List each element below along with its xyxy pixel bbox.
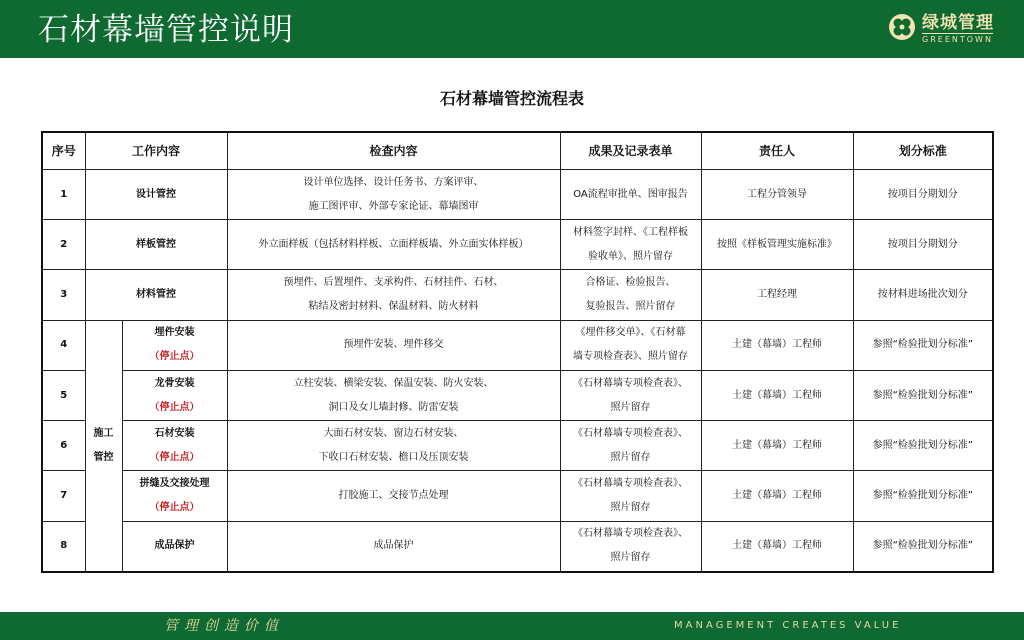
table-row	[42, 320, 993, 370]
row-check: 打胶施工、交接节点处理	[227, 471, 560, 521]
row-owner: 土建（幕墙）工程师	[701, 421, 853, 471]
header-owner: 责任人	[701, 132, 853, 170]
row-work: 龙骨安装 （停止点）	[122, 370, 227, 420]
row-standard: 参照“检验批划分标准”	[853, 320, 993, 370]
row-check: 大面石材安装、窗边石材安装、 下收口石材安装、檐口及压顶安装	[227, 421, 560, 471]
row-seq: 7	[42, 471, 85, 521]
footer-bar	[0, 612, 1024, 640]
row-seq: 6	[42, 421, 85, 471]
row-output: 《石材幕墙专项检查表》、 照片留存	[560, 421, 701, 471]
stop-point-label: （停止点）	[149, 401, 200, 413]
header-work: 工作内容	[85, 132, 227, 170]
row-seq: 3	[42, 270, 85, 320]
stop-point-label: （停止点）	[149, 451, 200, 463]
construction-control-group: 施工 管控	[85, 320, 122, 572]
row-owner: 土建（幕墙）工程师	[701, 320, 853, 370]
table-row	[42, 220, 993, 270]
header-standard: 划分标准	[853, 132, 993, 170]
greentown-logo	[886, 11, 996, 47]
row-output: 《埋件移交单》、《石材幕 墙专项检查表》、照片留存	[560, 320, 701, 370]
logo-subtitle: GREENTOWN	[922, 35, 993, 44]
row-owner: 工程分管领导	[701, 170, 853, 220]
row-standard: 按项目分期划分	[853, 170, 993, 220]
clover-logo-icon	[888, 13, 916, 41]
row-seq: 8	[42, 521, 85, 572]
table-row	[42, 170, 993, 220]
row-standard: 按项目分期划分	[853, 220, 993, 270]
header-bar	[0, 0, 1024, 58]
row-output: OA流程审批单、图审报告	[560, 170, 701, 220]
table-row	[42, 270, 993, 320]
row-owner: 土建（幕墙）工程师	[701, 521, 853, 572]
row-check: 预埋件安装、埋件移交	[227, 320, 560, 370]
row-standard: 按材料进场批次划分	[853, 270, 993, 320]
row-owner: 土建（幕墙）工程师	[701, 370, 853, 420]
row-work: 成品保护	[122, 521, 227, 572]
row-output: 合格证、检验报告、 复验报告、照片留存	[560, 270, 701, 320]
row-work: 设计管控	[85, 170, 227, 220]
row-standard: 参照“检验批划分标准”	[853, 370, 993, 420]
row-standard: 参照“检验批划分标准”	[853, 521, 993, 572]
header-check: 检查内容	[227, 132, 560, 170]
row-seq: 2	[42, 220, 85, 270]
table-row	[42, 421, 993, 471]
header-output: 成果及记录表单	[560, 132, 701, 170]
footer-slogan: 管理创造价值	[164, 618, 284, 634]
row-check: 立柱安装、横梁安装、保温安装、防火安装、 洞口及女儿墙封修、防雷安装	[227, 370, 560, 420]
row-check: 成品保护	[227, 521, 560, 572]
row-work: 拼缝及交接处理 （停止点）	[122, 471, 227, 521]
row-check: 设计单位选择、设计任务书、方案评审、 施工图评审、外部专家论证、幕墙图审	[227, 170, 560, 220]
row-seq: 5	[42, 370, 85, 420]
row-output: 《石材幕墙专项检查表》、 照片留存	[560, 370, 701, 420]
row-check: 外立面样板（包括材料样板、立面样板墙、外立面实体样板）	[227, 220, 560, 270]
page-title: 石材幕墙管控说明	[38, 12, 294, 48]
table-row	[42, 370, 993, 420]
row-standard: 参照“检验批划分标准”	[853, 421, 993, 471]
logo-name: 绿城管理	[922, 13, 994, 33]
control-process-table	[41, 131, 994, 573]
stop-point-label: （停止点）	[149, 502, 200, 514]
stop-point-label: （停止点）	[149, 351, 200, 363]
row-check: 预埋件、后置埋件、支承构件、石材挂件、石材、 粘结及密封材料、保温材料、防火材料	[227, 270, 560, 320]
row-standard: 参照“检验批划分标准”	[853, 471, 993, 521]
row-work: 石材安装 （停止点）	[122, 421, 227, 471]
table-row	[42, 521, 993, 572]
row-output: 《石材幕墙专项检查表》、 照片留存	[560, 521, 701, 572]
table-header-row	[42, 132, 993, 170]
row-seq: 4	[42, 320, 85, 370]
row-output: 《石材幕墙专项检查表》、 照片留存	[560, 471, 701, 521]
row-output: 材料签字封样、《工程样板 验收单》、照片留存	[560, 220, 701, 270]
row-seq: 1	[42, 170, 85, 220]
row-work: 材料管控	[85, 270, 227, 320]
row-owner: 工程经理	[701, 270, 853, 320]
row-owner: 按照《样板管理实施标准》	[701, 220, 853, 270]
row-work: 样板管控	[85, 220, 227, 270]
row-owner: 土建（幕墙）工程师	[701, 471, 853, 521]
table-title: 石材幕墙管控流程表	[439, 89, 584, 108]
table-row	[42, 471, 993, 521]
row-work: 埋件安装 （停止点）	[122, 320, 227, 370]
footer-slogan-en: MANAGEMENT CREATES VALUE	[674, 620, 902, 631]
header-seq: 序号	[42, 132, 85, 170]
